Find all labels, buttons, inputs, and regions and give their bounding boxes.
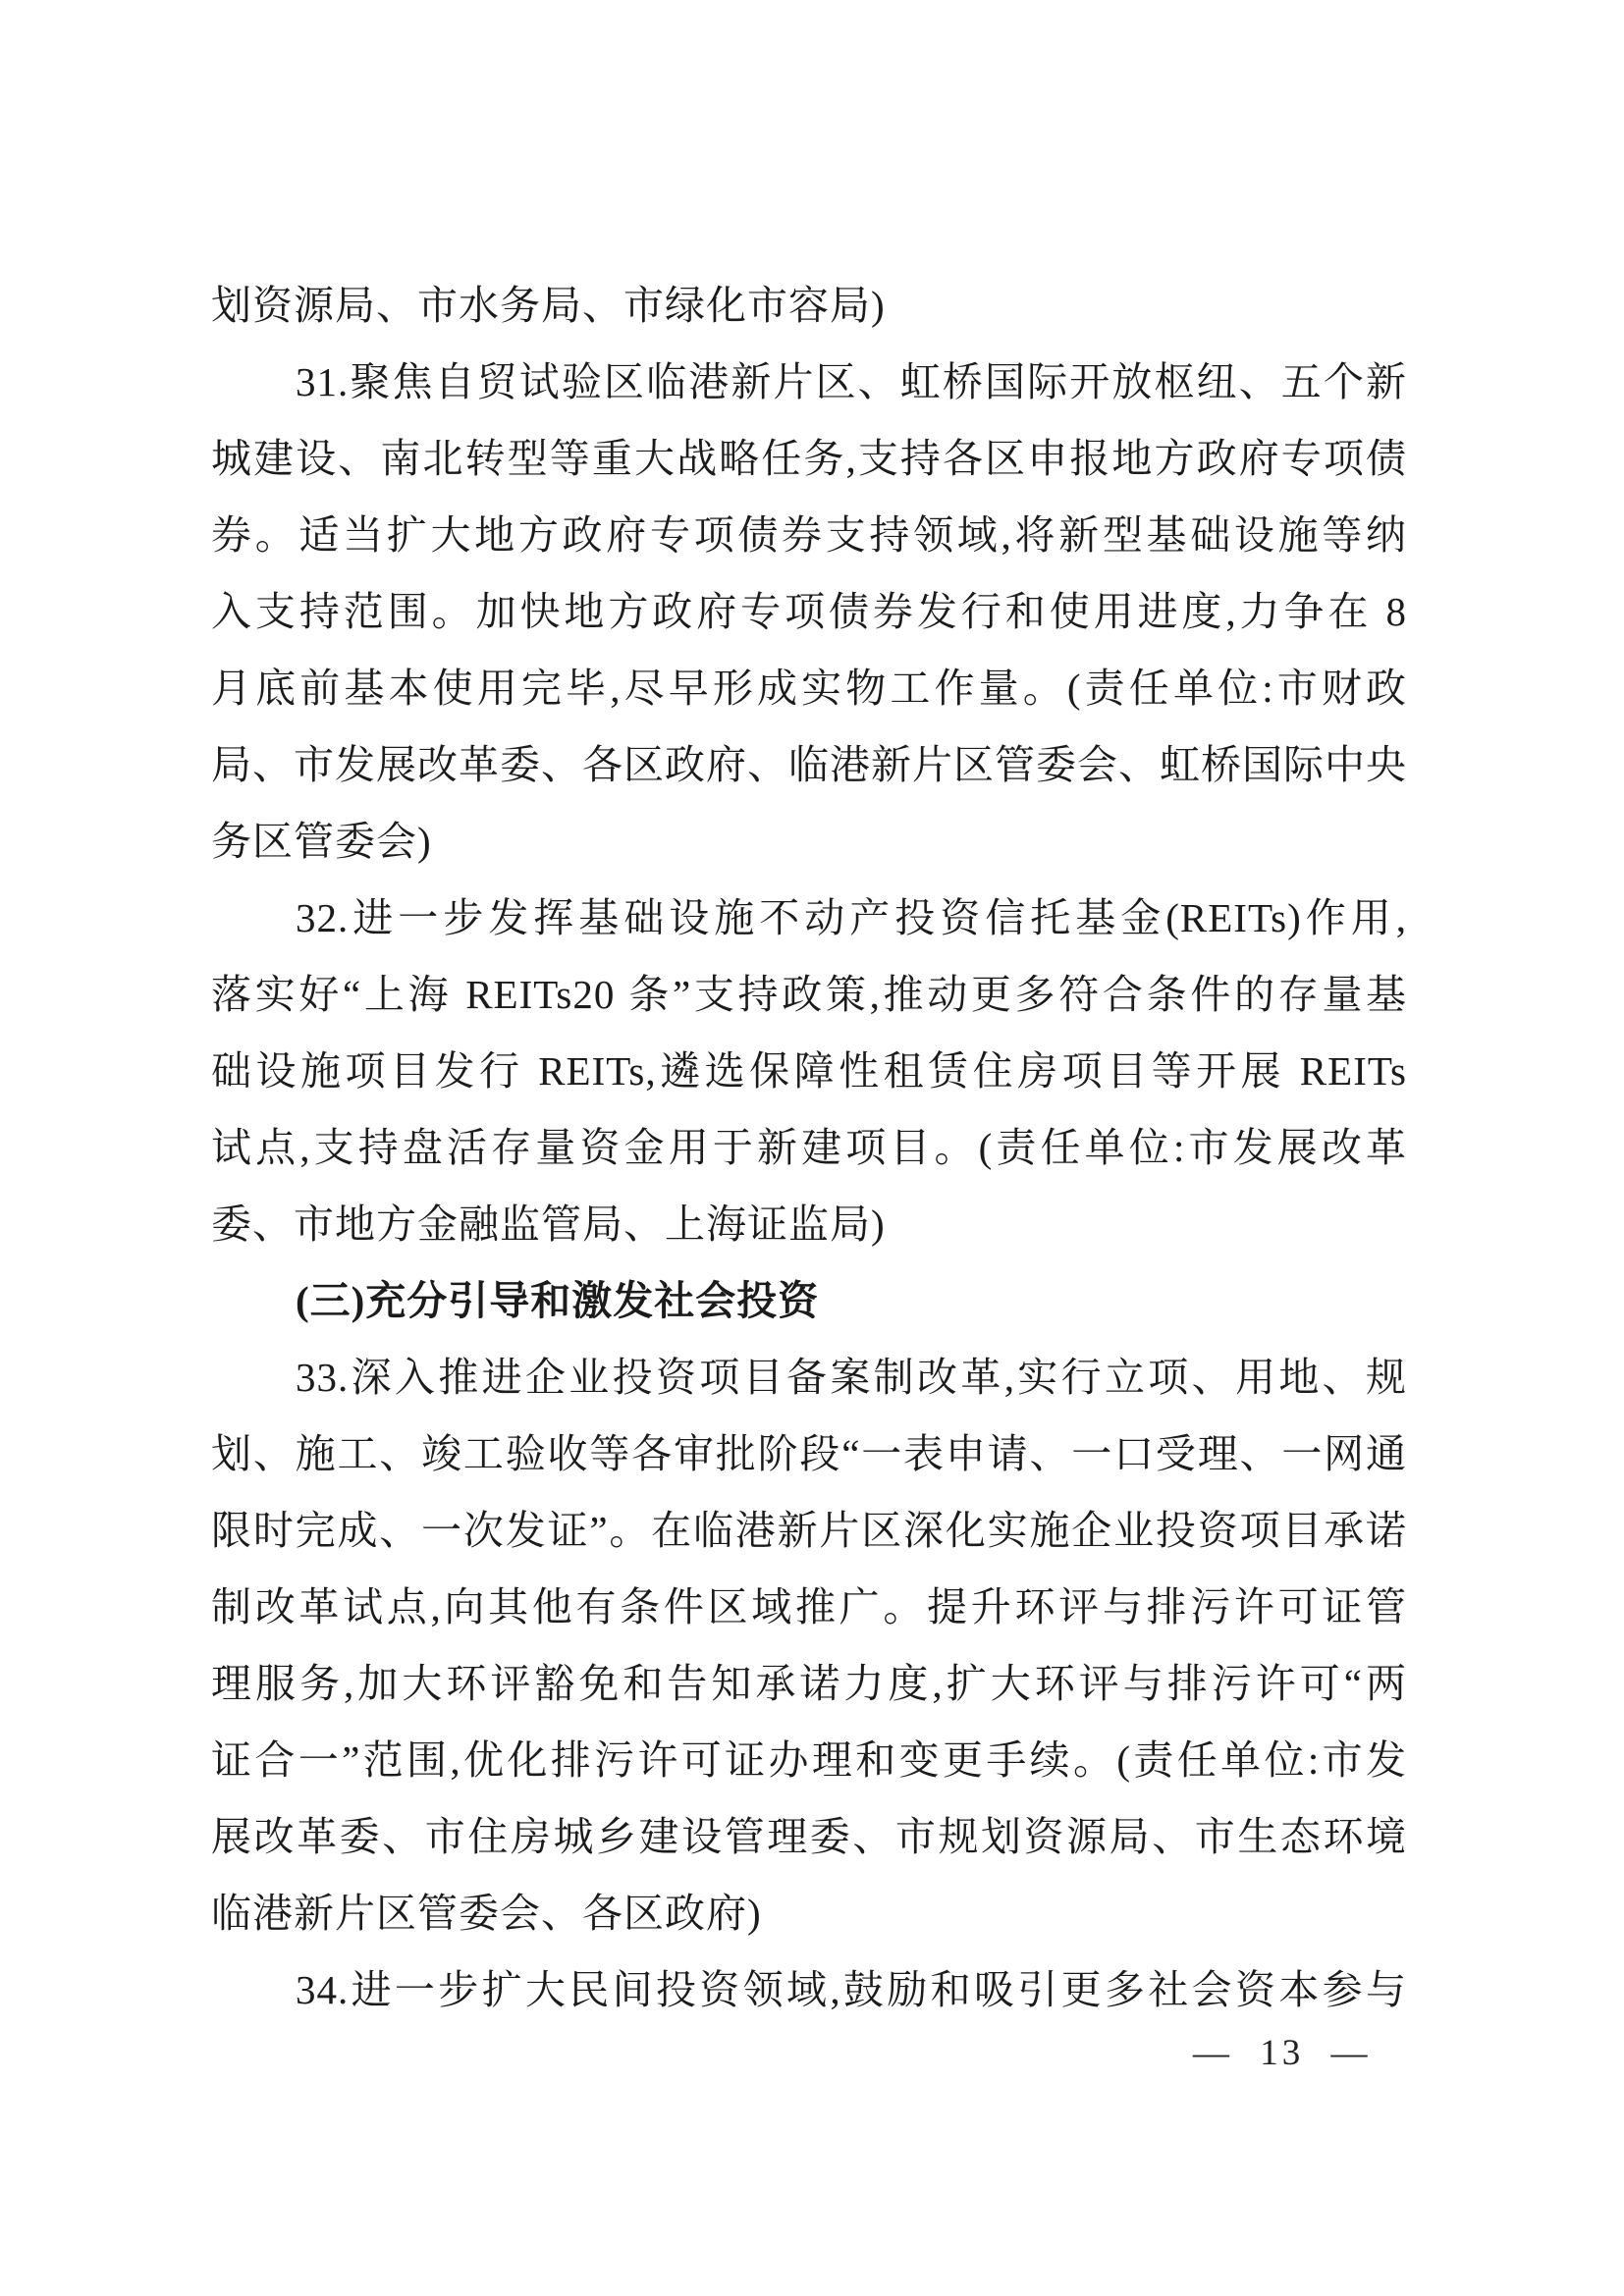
page-number: — 13 —: [1193, 2033, 1372, 2073]
body-line: 础设施项目发行 REITs,遴选保障性租赁住房项目等开展 REITs: [211, 1048, 1407, 1094]
body-line: 委、市地方金融监管局、上海证监局): [211, 1201, 886, 1247]
body-line: 城建设、南北转型等重大战略任务,支持各区申报地方政府专项债: [211, 436, 1407, 481]
body-line: 划、施工、竣工验收等各审批阶段“一表申请、一口受理、一网通: [211, 1431, 1407, 1476]
body-line: 试点,支持盘活存量资金用于新建项目。(责任单位:市发展改革: [211, 1125, 1407, 1170]
body-line: 券。适当扩大地方政府专项债券支持领域,将新型基础设施等纳: [211, 512, 1407, 558]
body-line: 展改革委、市住房城乡建设管理委、市规划资源局、市生态环境: [211, 1814, 1407, 1859]
body-line: 月底前基本使用完毕,尽早形成实物工作量。(责任单位:市财政: [211, 666, 1407, 711]
body-line: 33.深入推进企业投资项目备案制改革,实行立项、用地、规: [296, 1355, 1407, 1400]
body-line: 限时完成、一次发证”。在临港新片区深化实施企业投资项目承诺: [211, 1508, 1407, 1553]
body-line: 理服务,加大环评豁免和告知承诺力度,扩大环评与排污许可“两: [211, 1661, 1407, 1706]
body-line: 入支持范围。加快地方政府专项债券发行和使用进度,力争在 8: [211, 589, 1407, 634]
body-line: 局、市发展改革委、各区政府、临港新片区管委会、虹桥国际中央: [211, 742, 1407, 787]
body-line: 落实好“上海 REITs20 条”支持政策,推动更多符合条件的存量基: [211, 972, 1407, 1017]
body-line: 32.进一步发挥基础设施不动产投资信托基金(REITs)作用,: [296, 895, 1407, 940]
body-line: 制改革试点,向其他有条件区域推广。提升环评与排污许可证管: [211, 1584, 1407, 1629]
document-body: [211, 267, 1407, 2028]
section-heading: (三)充分引导和激发社会投资: [296, 1278, 820, 1323]
body-line: 临港新片区管委会、各区政府): [211, 1891, 762, 1936]
body-line: 务区管委会): [211, 819, 432, 864]
body-line: 划资源局、市水务局、市绿化市容局): [211, 283, 886, 328]
body-line: 31.聚焦自贸试验区临港新片区、虹桥国际开放枢纽、五个新: [296, 359, 1407, 404]
body-line: 证合一”范围,优化排污许可证办理和变更手续。(责任单位:市发: [211, 1737, 1407, 1783]
body-line: 34.进一步扩大民间投资领域,鼓励和吸引更多社会资本参与: [296, 1967, 1407, 2012]
